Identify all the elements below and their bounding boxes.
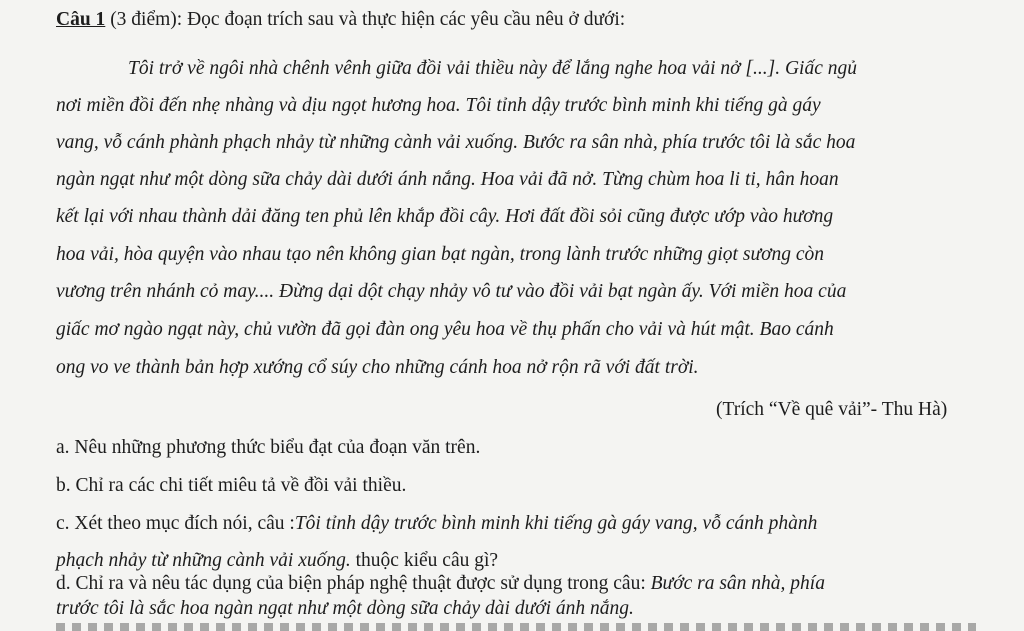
question-item-d-quote: Bước ra sân nhà, phía xyxy=(650,573,825,594)
passage-line: vang, vỗ cánh phành phạch nhảy từ những cành vải xuống. Bước ra sân nhà, phía trước tôi là sắc hoa xyxy=(56,132,856,153)
question-item-d-quote-cont: trước tôi là sắc hoa ngàn ngạt như một dòng sữa chảy dài dưới ánh nắng. xyxy=(56,598,634,619)
question-item-a: a. Nêu những phương thức biểu đạt của đoạn văn trên. xyxy=(56,437,481,458)
question-item-c-prefix: c. Xét theo mục đích nói, câu : xyxy=(56,513,295,534)
passage-line: kết lại với nhau thành dải đăng ten phủ lên khắp đồi cây. Hơi đất đồi sỏi cũng được ướp vào hương xyxy=(56,206,834,227)
passage-line: vương trên nhánh cỏ may.... Đừng dại dột chạy nhảy vô tư vào đồi vải bạt ngàn ấy. Với miền hoa của xyxy=(56,281,847,302)
passage-line: nơi miền đồi đến nhẹ nhàng và dịu ngọt hương hoa. Tôi tỉnh dậy trước bình minh khi tiếng gà gáy xyxy=(56,95,821,116)
passage-line: Tôi trở về ngôi nhà chênh vênh giữa đồi vải thiều này để lắng nghe hoa vải nở [...]. Giấc ngủ xyxy=(128,58,858,79)
question-item-c-quote-cont: phạch nhảy từ những cành vải xuống. xyxy=(56,550,351,571)
passage-source: (Trích “Về quê vải”- Thu Hà) xyxy=(716,399,948,420)
question-label: Câu 1 xyxy=(56,9,106,30)
cut-off-next-line xyxy=(56,623,976,631)
question-heading xyxy=(56,8,625,32)
question-item-c-quote: Tôi tỉnh dậy trước bình minh khi tiếng gà gáy vang, vỗ cánh phành xyxy=(294,513,818,534)
question-item-c-cont xyxy=(56,549,498,573)
passage-line: giấc mơ ngào ngạt này, chủ vườn đã gọi đàn ong yêu hoa về thụ phấn cho vải và hút mật. Bao cánh xyxy=(56,319,834,340)
question-item-d xyxy=(56,572,825,596)
passage-line: ong vo ve thành bản hợp xướng cổ súy cho những cánh hoa nở rộn rã với đất trời. xyxy=(56,357,699,378)
passage-line: ngàn ngạt như một dòng sữa chảy dài dưới ánh nắng. Hoa vải đã nở. Từng chùm hoa li ti, hân hoan xyxy=(56,169,839,190)
question-instruction: (3 điểm): Đọc đoạn trích sau và thực hiện các yêu cầu nêu ở dưới: xyxy=(105,9,626,30)
question-item-b: b. Chỉ ra các chi tiết miêu tả về đồi vải thiều. xyxy=(56,475,407,496)
question-item-d-prefix: d. Chỉ ra và nêu tác dụng của biện pháp nghệ thuật được sử dụng trong câu: xyxy=(56,573,651,594)
question-item-c-suffix: thuộc kiểu câu gì? xyxy=(350,550,499,571)
passage-line: hoa vải, hòa quyện vào nhau tạo nên không gian bạt ngàn, trong lành trước những giọt sương còn xyxy=(56,244,825,265)
question-item-c xyxy=(56,512,817,536)
